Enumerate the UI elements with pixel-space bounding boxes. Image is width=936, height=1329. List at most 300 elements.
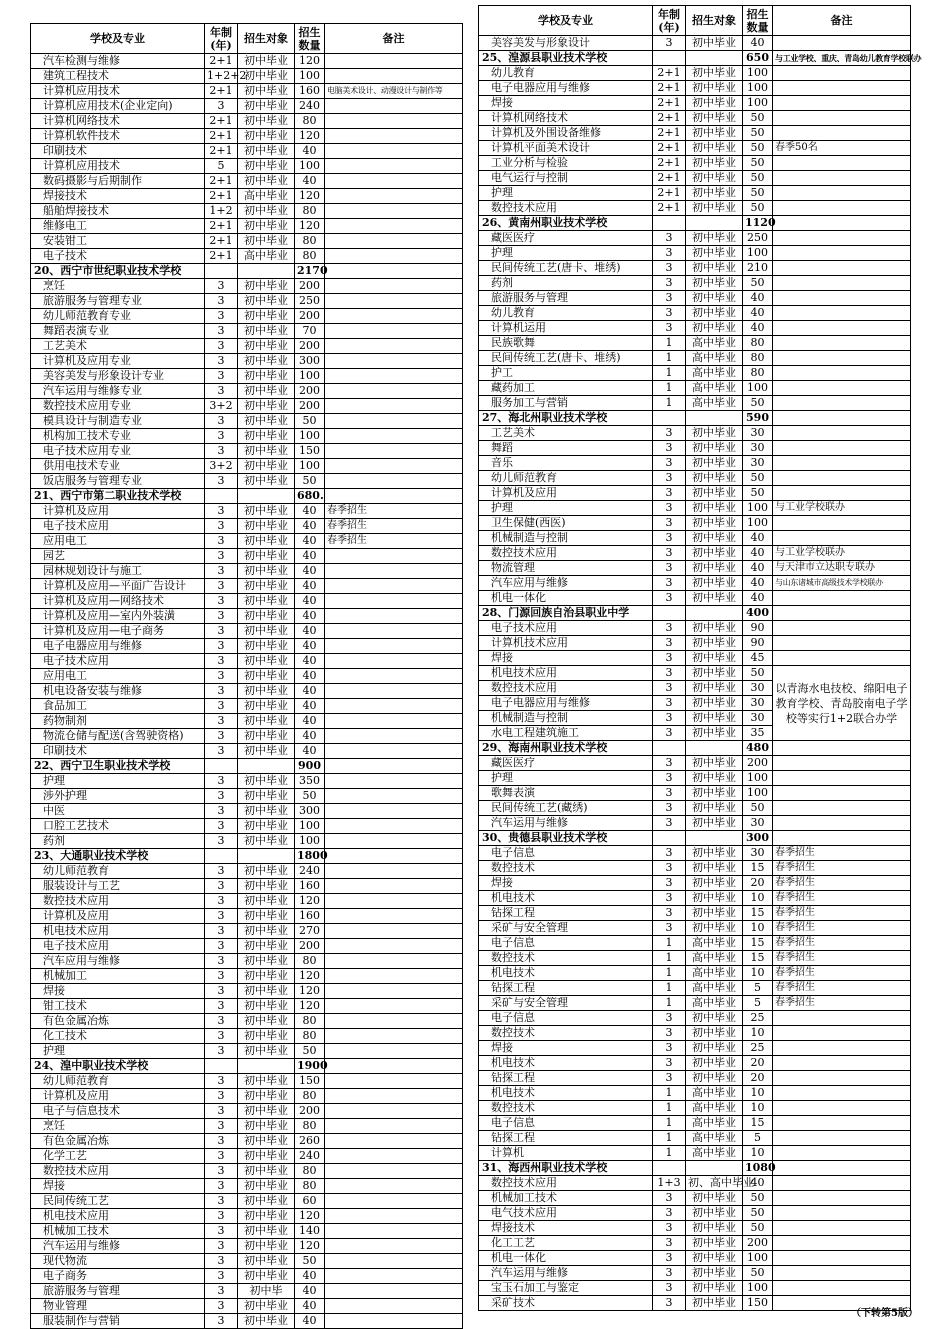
- cell-years: 3: [653, 891, 686, 906]
- table-header: [31, 24, 463, 54]
- cell-years: 2+1: [653, 111, 686, 126]
- cell-program: 幼儿教育: [479, 306, 653, 321]
- cell-years: 3: [205, 639, 238, 654]
- cell-years: 3: [653, 1296, 686, 1311]
- cell-count: 15: [743, 906, 773, 921]
- cell-target: 初中毕业: [238, 279, 295, 294]
- cell-count: 100: [743, 96, 773, 111]
- cell-target: 初中毕业: [686, 276, 743, 291]
- cell-count: 40: [295, 504, 325, 519]
- cell-count: 40: [295, 684, 325, 699]
- cell-program: 藏医医疗: [479, 231, 653, 246]
- table-row: [31, 1104, 463, 1119]
- cell-years: 2+1: [653, 66, 686, 81]
- cell-program: 物业管理: [31, 1299, 205, 1314]
- cell-note: [325, 309, 463, 324]
- cell-note: [773, 306, 911, 321]
- cell-target: 初中毕业: [238, 774, 295, 789]
- cell-count: 80: [295, 234, 325, 249]
- cell-count: 120: [295, 189, 325, 204]
- cell-years: 3: [653, 456, 686, 471]
- cell-program: 机电一体化: [479, 1251, 653, 1266]
- cell-count: 50: [743, 396, 773, 411]
- cell-target: 初中毕业: [686, 96, 743, 111]
- table-row: [479, 1041, 911, 1056]
- table-row: [479, 1176, 911, 1191]
- cell-target: 初中毕业: [686, 546, 743, 561]
- cell-target: 初中毕业: [686, 651, 743, 666]
- cell-note: [773, 516, 911, 531]
- cell-target: 初中毕业: [686, 156, 743, 171]
- cell-count: 30: [743, 681, 773, 696]
- cell-program: 23、大通职业技术学校: [31, 849, 205, 864]
- cell-program: 数控技术应用: [479, 1176, 653, 1191]
- cell-target: 初中毕业: [686, 126, 743, 141]
- cell-count: 1120: [743, 216, 773, 231]
- cell-count: 30: [743, 456, 773, 471]
- cell-program: 机电设备安装与维修: [31, 684, 205, 699]
- cell-note: [773, 1236, 911, 1251]
- cell-count: 30: [743, 426, 773, 441]
- cell-target: 初中毕业: [686, 1041, 743, 1056]
- cell-note: 与工业学校联办: [773, 546, 911, 561]
- cell-target: 初中毕业: [686, 1236, 743, 1251]
- cell-target: 初中毕业: [686, 186, 743, 201]
- cell-years: 3: [653, 1041, 686, 1056]
- cell-note: [773, 816, 911, 831]
- cell-target: 初中毕业: [686, 141, 743, 156]
- cell-years: 3: [205, 414, 238, 429]
- cell-target: 高中毕业: [686, 966, 743, 981]
- cell-count: 120: [295, 1209, 325, 1224]
- cell-target: 高中毕业: [686, 1116, 743, 1131]
- table-row: [31, 729, 463, 744]
- cell-count: 50: [743, 666, 773, 681]
- cell-note: [325, 744, 463, 759]
- cell-target: 初中毕业: [238, 1194, 295, 1209]
- cell-target: 初中毕业: [686, 576, 743, 591]
- cell-note: [325, 1149, 463, 1164]
- cell-years: 2+1: [205, 174, 238, 189]
- cell-count: 210: [743, 261, 773, 276]
- table-row: [479, 231, 911, 246]
- cell-target: 初中毕业: [686, 906, 743, 921]
- table-row: [479, 201, 911, 216]
- cell-target: 初中毕业: [238, 804, 295, 819]
- table-row: [479, 486, 911, 501]
- table-row: [31, 834, 463, 849]
- cell-note: [773, 1071, 911, 1086]
- cell-target: 初中毕业: [238, 1179, 295, 1194]
- cell-count: 100: [295, 819, 325, 834]
- table-row: [31, 1284, 463, 1299]
- cell-note: [773, 1206, 911, 1221]
- cell-program: 采矿技术: [479, 1296, 653, 1311]
- cell-program: 汽车运用与维修专业: [31, 384, 205, 399]
- cell-program: 机电一体化: [479, 591, 653, 606]
- cell-program: 电子电器应用与维修: [479, 696, 653, 711]
- table-row: [31, 534, 463, 549]
- cell-count: 40: [295, 714, 325, 729]
- cell-count: 250: [743, 231, 773, 246]
- col-note: 备注: [773, 6, 911, 36]
- cell-years: 2+1: [653, 171, 686, 186]
- cell-count: 10: [743, 966, 773, 981]
- cell-note: [325, 219, 463, 234]
- table-row: [31, 1239, 463, 1254]
- cell-note: [773, 1146, 911, 1161]
- table-row: [31, 939, 463, 954]
- cell-program: 机械加工技术: [479, 1191, 653, 1206]
- table-row: [31, 1194, 463, 1209]
- cell-note: [325, 249, 463, 264]
- table-row: [479, 1296, 911, 1311]
- cell-target: 初中毕业: [238, 864, 295, 879]
- cell-count: 40: [295, 609, 325, 624]
- table-row: [479, 756, 911, 771]
- cell-target: 初中毕业: [686, 861, 743, 876]
- cell-note: [773, 81, 911, 96]
- cell-years: 3: [653, 681, 686, 696]
- cell-target: 初中毕业: [238, 669, 295, 684]
- cell-note: [325, 774, 463, 789]
- cell-program: 工艺美术: [479, 426, 653, 441]
- cell-note: [325, 234, 463, 249]
- cell-note: [325, 639, 463, 654]
- cell-years: 2+1: [205, 219, 238, 234]
- cell-note: [773, 756, 911, 771]
- cell-years: 3: [205, 699, 238, 714]
- cell-program: 应用电工: [31, 534, 205, 549]
- cell-program: 电子电器应用与维修: [31, 639, 205, 654]
- cell-program: 计算机应用技术: [31, 84, 205, 99]
- cell-count: 40: [295, 1269, 325, 1284]
- cell-years: 2+1: [205, 249, 238, 264]
- cell-program: 藏医医疗: [479, 756, 653, 771]
- cell-target: 初中毕业: [238, 609, 295, 624]
- table-row: [479, 111, 911, 126]
- cell-program: 食品加工: [31, 699, 205, 714]
- cell-years: 3: [205, 1209, 238, 1224]
- cell-years: 1: [653, 351, 686, 366]
- cell-program: 数控技术: [479, 1101, 653, 1116]
- cell-count: 650: [743, 51, 773, 66]
- cell-note: [773, 366, 911, 381]
- cell-program: 计算机网络技术: [31, 114, 205, 129]
- table-row: [31, 609, 463, 624]
- cell-target: 初中毕业: [238, 699, 295, 714]
- cell-count: 250: [295, 294, 325, 309]
- cell-note: [773, 216, 911, 231]
- cell-years: 1+2+2: [205, 69, 238, 84]
- cell-count: 270: [295, 924, 325, 939]
- cell-target: 初中毕业: [238, 219, 295, 234]
- cell-note: [773, 1011, 911, 1026]
- cell-years: 2+1: [653, 156, 686, 171]
- cell-program: 电气技术应用: [479, 1206, 653, 1221]
- cell-target: 初中毕业: [686, 516, 743, 531]
- cell-note: [773, 291, 911, 306]
- cell-program: 化工工艺: [479, 1236, 653, 1251]
- cell-years: 2+1: [653, 141, 686, 156]
- cell-program: 汽车运用与维修: [479, 816, 653, 831]
- cell-program: 电子电器应用与维修: [479, 81, 653, 96]
- table-row: [479, 456, 911, 471]
- cell-program: 化学工艺: [31, 1149, 205, 1164]
- cell-note: 春季招生: [325, 504, 463, 519]
- cell-note: [773, 1281, 911, 1296]
- table-row: [31, 84, 463, 99]
- cell-target: 初中毕业: [238, 429, 295, 444]
- cell-count: 5: [743, 1131, 773, 1146]
- cell-program: 电子技术应用: [31, 519, 205, 534]
- cell-years: 1: [653, 996, 686, 1011]
- table-row: [479, 651, 911, 666]
- cell-note: 与山东诸城市高级技术学校联办: [773, 576, 911, 591]
- table-row: [31, 639, 463, 654]
- cell-note: [773, 261, 911, 276]
- table-row: [31, 69, 463, 84]
- cell-years: 3: [205, 294, 238, 309]
- cell-note: [325, 264, 463, 279]
- cell-target: 初中毕业: [238, 1209, 295, 1224]
- cell-program: 护理: [31, 1044, 205, 1059]
- cell-note: [325, 759, 463, 774]
- cell-note: [773, 1101, 911, 1116]
- cell-count: 10: [743, 921, 773, 936]
- cell-target: 初中毕业: [238, 69, 295, 84]
- table-row: [31, 279, 463, 294]
- cell-note: [325, 834, 463, 849]
- cell-count: 15: [743, 936, 773, 951]
- cell-target: 初中毕业: [238, 504, 295, 519]
- cell-count: 40: [743, 36, 773, 51]
- table-row: [479, 1101, 911, 1116]
- table-row: [479, 591, 911, 606]
- cell-program: 民族歌舞: [479, 336, 653, 351]
- cell-years: 3: [205, 609, 238, 624]
- cell-note: [773, 1131, 911, 1146]
- cell-program: 机构加工技术专业: [31, 429, 205, 444]
- table-row: [479, 771, 911, 786]
- cell-count: 40: [295, 744, 325, 759]
- cell-program: 电子技术: [31, 249, 205, 264]
- cell-target: 高中毕业: [686, 1086, 743, 1101]
- cell-target: [686, 51, 743, 66]
- cell-years: 3: [205, 1194, 238, 1209]
- cell-target: 初中毕业: [238, 324, 295, 339]
- cell-target: 高中毕业: [686, 351, 743, 366]
- cell-program: 汽车应用与维修: [479, 576, 653, 591]
- cell-program: 计算机及应用专业: [31, 354, 205, 369]
- cell-years: 2+1: [653, 186, 686, 201]
- cell-count: 100: [743, 81, 773, 96]
- cell-target: 初中毕业: [686, 666, 743, 681]
- cell-count: 10: [743, 1086, 773, 1101]
- cell-program: 数控技术: [479, 861, 653, 876]
- cell-note: [325, 174, 463, 189]
- cell-count: 20: [743, 876, 773, 891]
- cell-note: [325, 384, 463, 399]
- cell-program: 机电技术: [479, 1056, 653, 1071]
- cell-years: 1: [653, 966, 686, 981]
- cell-note: [325, 489, 463, 504]
- table-row: [479, 1191, 911, 1206]
- cell-target: 初中毕业: [686, 816, 743, 831]
- cell-target: 初中毕业: [686, 756, 743, 771]
- cell-note-merged: 以青海水电技校、绵阳电子教育学校、青岛胶南电子学校等实行1+2联合办学: [773, 666, 911, 741]
- cell-program: 服装设计与工艺: [31, 879, 205, 894]
- cell-target: [238, 1059, 295, 1074]
- cell-program: 钳工技术: [31, 999, 205, 1014]
- table-row: [31, 129, 463, 144]
- cell-years: 2+1: [205, 129, 238, 144]
- cell-years: 3: [653, 1206, 686, 1221]
- cell-years: 3: [653, 1251, 686, 1266]
- cell-target: 初中毕业: [238, 714, 295, 729]
- cell-count: 15: [743, 861, 773, 876]
- cell-count: 50: [743, 126, 773, 141]
- cell-count: 50: [743, 156, 773, 171]
- cell-program: 园艺: [31, 549, 205, 564]
- cell-target: 初中毕业: [238, 1134, 295, 1149]
- cell-note: [325, 699, 463, 714]
- cell-note: 春季招生: [773, 951, 911, 966]
- table-row: [479, 126, 911, 141]
- table-row: [31, 249, 463, 264]
- cell-years: 3: [653, 231, 686, 246]
- cell-years: 3: [653, 636, 686, 651]
- cell-count: 40: [743, 321, 773, 336]
- cell-program: 31、海西州职业技术学校: [479, 1161, 653, 1176]
- cell-note: [773, 636, 911, 651]
- cell-note: [325, 669, 463, 684]
- cell-target: 高中毕业: [686, 396, 743, 411]
- cell-note: [325, 939, 463, 954]
- cell-note: [773, 1026, 911, 1041]
- table-row: [479, 516, 911, 531]
- cell-target: 初中毕业: [238, 414, 295, 429]
- cell-years: [205, 489, 238, 504]
- table-row: [31, 399, 463, 414]
- table-row: [31, 384, 463, 399]
- cell-program: 电子信息: [479, 1011, 653, 1026]
- cell-years: 2+1: [205, 84, 238, 99]
- cell-count: 2170: [295, 264, 325, 279]
- cell-target: 初中毕业: [238, 1224, 295, 1239]
- cell-program: 焊接技术: [31, 189, 205, 204]
- cell-program: 27、海北州职业技术学校: [479, 411, 653, 426]
- table-row: [479, 246, 911, 261]
- table-row: [31, 924, 463, 939]
- cell-count: 680.: [295, 489, 325, 504]
- cell-program: 28、门源回族自治县职业中学: [479, 606, 653, 621]
- cell-target: 初中毕业: [686, 1026, 743, 1041]
- cell-program: 园林规划设计与施工: [31, 564, 205, 579]
- cell-count: 120: [295, 54, 325, 69]
- cell-target: 初中毕业: [238, 234, 295, 249]
- cell-count: 80: [295, 1014, 325, 1029]
- cell-count: 50: [743, 201, 773, 216]
- cell-note: [325, 1014, 463, 1029]
- cell-target: 高中毕业: [686, 996, 743, 1011]
- cell-note: [325, 984, 463, 999]
- cell-target: 初中毕业: [238, 444, 295, 459]
- cell-count: 100: [743, 771, 773, 786]
- cell-note: [773, 1221, 911, 1236]
- cell-count: 40: [295, 1299, 325, 1314]
- table-row: [31, 1299, 463, 1314]
- school-row: [479, 216, 911, 231]
- cell-program: 26、黄南州职业技术学校: [479, 216, 653, 231]
- cell-target: 初中毕业: [686, 711, 743, 726]
- school-row: [479, 831, 911, 846]
- cell-years: [205, 849, 238, 864]
- cell-target: 初中毕业: [238, 564, 295, 579]
- cell-program: 幼儿师范教育: [31, 864, 205, 879]
- cell-target: 初中毕业: [238, 204, 295, 219]
- cell-target: 初中毕业: [686, 681, 743, 696]
- cell-target: 初中毕业: [686, 426, 743, 441]
- cell-note: [325, 189, 463, 204]
- cell-years: 3: [653, 1281, 686, 1296]
- cell-target: 初中毕业: [686, 111, 743, 126]
- cell-program: 美容美发与形象设计专业: [31, 369, 205, 384]
- cell-program: 物流管理: [479, 561, 653, 576]
- cell-count: 40: [295, 624, 325, 639]
- cell-years: 1: [653, 951, 686, 966]
- table-row: [31, 99, 463, 114]
- cell-count: 5: [743, 981, 773, 996]
- cell-note: 与工业学校联办: [773, 501, 911, 516]
- cell-years: [653, 1161, 686, 1176]
- cell-note: [325, 654, 463, 669]
- cell-note: [773, 351, 911, 366]
- cell-program: 汽车应用与维修: [31, 954, 205, 969]
- cell-target: 初中毕业: [238, 309, 295, 324]
- table-row: [479, 666, 911, 681]
- cell-program: 数控技术应用: [479, 546, 653, 561]
- table-row: [479, 171, 911, 186]
- cell-note: [773, 276, 911, 291]
- table-row: [31, 564, 463, 579]
- table-row: [479, 1206, 911, 1221]
- school-row: [479, 741, 911, 756]
- cell-program: 汽车检测与维修: [31, 54, 205, 69]
- cell-program: 计算机平面美术设计: [479, 141, 653, 156]
- table-row: [479, 891, 911, 906]
- cell-target: 初中毕业: [686, 1206, 743, 1221]
- cell-count: 40: [295, 654, 325, 669]
- cell-years: 3: [205, 969, 238, 984]
- cell-target: 初中毕业: [686, 876, 743, 891]
- cell-years: 3: [205, 909, 238, 924]
- cell-count: 50: [743, 1266, 773, 1281]
- cell-years: [205, 1059, 238, 1074]
- cell-count: 260: [295, 1134, 325, 1149]
- table-row: [31, 1269, 463, 1284]
- school-row: [479, 606, 911, 621]
- cell-count: 100: [295, 429, 325, 444]
- cell-target: 初中毕业: [686, 456, 743, 471]
- cell-note: [325, 924, 463, 939]
- cell-note: [773, 486, 911, 501]
- cell-count: 200: [295, 384, 325, 399]
- cell-count: 40: [743, 561, 773, 576]
- cell-years: 3: [653, 1071, 686, 1086]
- cell-program: 旅游服务与管理: [31, 1284, 205, 1299]
- cell-target: 初中毕业: [686, 786, 743, 801]
